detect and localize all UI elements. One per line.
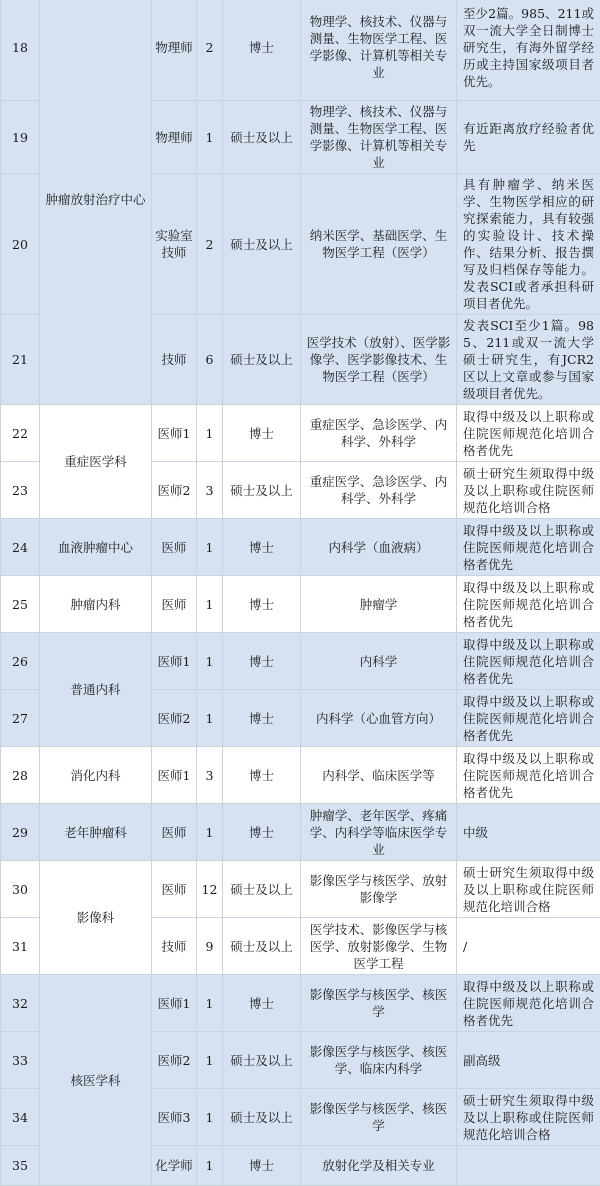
requirement-cell: 有近距离放疗经验者优先 <box>457 101 600 174</box>
department-cell: 影像科 <box>40 861 152 975</box>
row-number-cell: 23 <box>1 462 40 519</box>
table-row <box>1 576 600 633</box>
degree-cell: 硕士及以上 <box>223 918 301 975</box>
degree-cell: 硕士及以上 <box>223 462 301 519</box>
headcount-cell: 2 <box>197 0 223 101</box>
headcount-cell: 3 <box>197 462 223 519</box>
headcount-cell: 1 <box>197 1032 223 1089</box>
requirement-cell: 取得中级及以上职称或住院医师规范化培训合格者优先 <box>457 576 600 633</box>
major-cell: 医学技术、影像医学与核医学、放射影像学、生物医学工程 <box>301 918 457 975</box>
requirement-cell: 硕士研究生须取得中级及以上职称或住院医师规范化培训合格 <box>457 462 600 519</box>
degree-cell: 硕士及以上 <box>223 101 301 174</box>
row-number-cell: 32 <box>1 975 40 1032</box>
degree-cell: 硕士及以上 <box>223 315 301 405</box>
row-number-cell: 34 <box>1 1089 40 1146</box>
major-cell: 影像医学与核医学、核医学、临床内科学 <box>301 1032 457 1089</box>
major-cell: 内科学、临床医学等 <box>301 747 457 804</box>
requirement-cell: 取得中级及以上职称或住院医师规范化培训合格者优先 <box>457 975 600 1032</box>
position-cell: 医师 <box>152 804 197 861</box>
headcount-cell: 12 <box>197 861 223 918</box>
position-cell: 医师 <box>152 519 197 576</box>
department-cell: 肿瘤内科 <box>40 576 152 633</box>
headcount-cell: 1 <box>197 633 223 690</box>
major-cell: 肿瘤学 <box>301 576 457 633</box>
department-cell: 重症医学科 <box>40 405 152 519</box>
position-cell: 医师2 <box>152 462 197 519</box>
table-row <box>1 519 600 576</box>
degree-cell: 博士 <box>223 519 301 576</box>
row-number-cell: 28 <box>1 747 40 804</box>
headcount-cell: 1 <box>197 576 223 633</box>
major-cell: 内科学（心血管方向） <box>301 690 457 747</box>
degree-cell: 博士 <box>223 0 301 101</box>
position-cell: 化学师 <box>152 1146 197 1186</box>
degree-cell: 硕士及以上 <box>223 861 301 918</box>
row-number-cell: 22 <box>1 405 40 462</box>
degree-cell: 硕士及以上 <box>223 174 301 315</box>
table-row <box>1 633 600 690</box>
position-cell: 医师1 <box>152 405 197 462</box>
requirement-cell: 副高级 <box>457 1032 600 1089</box>
position-cell: 医师1 <box>152 633 197 690</box>
row-number-cell: 20 <box>1 174 40 315</box>
requirement-cell: 至少2篇。985、211或双一流大学全日制博士研究生，有海外留学经历或主持国家级项目者优先。 <box>457 0 600 101</box>
headcount-cell: 1 <box>197 690 223 747</box>
table-row <box>1 747 600 804</box>
requirement-cell: 中级 <box>457 804 600 861</box>
degree-cell: 硕士及以上 <box>223 1089 301 1146</box>
degree-cell: 博士 <box>223 747 301 804</box>
department-cell: 肿瘤放射治疗中心 <box>40 0 152 405</box>
major-cell: 重症医学、急诊医学、内科学、外科学 <box>301 405 457 462</box>
position-cell: 医师3 <box>152 1089 197 1146</box>
degree-cell: 博士 <box>223 405 301 462</box>
position-cell: 医师1 <box>152 747 197 804</box>
department-cell: 普通内科 <box>40 633 152 747</box>
major-cell: 物理学、核技术、仪器与测量、生物医学工程、医学影像、计算机等相关专业 <box>301 0 457 101</box>
headcount-cell: 1 <box>197 519 223 576</box>
headcount-cell: 1 <box>197 804 223 861</box>
department-cell: 血液肿瘤中心 <box>40 519 152 576</box>
row-number-cell: 30 <box>1 861 40 918</box>
department-cell: 消化内科 <box>40 747 152 804</box>
department-cell: 老年肿瘤科 <box>40 804 152 861</box>
position-cell: 医师 <box>152 861 197 918</box>
table-row <box>1 975 600 1032</box>
position-cell: 医师2 <box>152 690 197 747</box>
headcount-cell: 1 <box>197 1089 223 1146</box>
table-row <box>1 804 600 861</box>
major-cell: 影像医学与核医学、核医学 <box>301 1089 457 1146</box>
row-number-cell: 31 <box>1 918 40 975</box>
department-cell: 核医学科 <box>40 975 152 1186</box>
position-cell: 医师2 <box>152 1032 197 1089</box>
major-cell: 内科学（血液病） <box>301 519 457 576</box>
row-number-cell: 24 <box>1 519 40 576</box>
requirement-cell: 发表SCI至少1篇。985、211或双一流大学硕士研究生，有JCR2区以上文章或参与国家级项目者优先。 <box>457 315 600 405</box>
requirement-cell: 取得中级及以上职称或住院医师规范化培训合格者优先 <box>457 519 600 576</box>
requirement-cell: 取得中级及以上职称或住院医师规范化培训合格者优先 <box>457 405 600 462</box>
row-number-cell: 33 <box>1 1032 40 1089</box>
major-cell: 肿瘤学、老年医学、疼痛学、内科学等临床医学专业 <box>301 804 457 861</box>
row-number-cell: 27 <box>1 690 40 747</box>
requirement-cell: 具有肿瘤学、纳米医学、生物医学相应的研究探索能力，具有较强的实验设计、技术操作、结果分析、报告撰写及归档保存等能力。发表SCI或者承担科研项目者优先。 <box>457 174 600 315</box>
headcount-cell: 1 <box>197 101 223 174</box>
requirement-cell: 硕士研究生须取得中级及以上职称或住院医师规范化培训合格 <box>457 861 600 918</box>
position-cell: 医师 <box>152 576 197 633</box>
major-cell: 物理学、核技术、仪器与测量、生物医学工程、医学影像、计算机等相关专业 <box>301 101 457 174</box>
headcount-cell: 3 <box>197 747 223 804</box>
position-cell: 物理师 <box>152 101 197 174</box>
row-number-cell: 19 <box>1 101 40 174</box>
headcount-cell: 1 <box>197 405 223 462</box>
table-row <box>1 405 600 462</box>
position-cell: 实验室技师 <box>152 174 197 315</box>
degree-cell: 博士 <box>223 576 301 633</box>
position-cell: 技师 <box>152 315 197 405</box>
row-number-cell: 18 <box>1 0 40 101</box>
requirement-cell: 硕士研究生须取得中级及以上职称或住院医师规范化培训合格 <box>457 1089 600 1146</box>
table-body <box>1 0 600 1186</box>
major-cell: 重症医学、急诊医学、内科学、外科学 <box>301 462 457 519</box>
major-cell: 影像医学与核医学、核医学 <box>301 975 457 1032</box>
headcount-cell: 6 <box>197 315 223 405</box>
row-number-cell: 26 <box>1 633 40 690</box>
degree-cell: 硕士及以上 <box>223 1032 301 1089</box>
major-cell: 内科学 <box>301 633 457 690</box>
position-cell: 技师 <box>152 918 197 975</box>
degree-cell: 博士 <box>223 633 301 690</box>
degree-cell: 博士 <box>223 804 301 861</box>
row-number-cell: 21 <box>1 315 40 405</box>
row-number-cell: 25 <box>1 576 40 633</box>
major-cell: 医学技术（放射）、医学影像学、医学影像技术、生物医学工程（医学） <box>301 315 457 405</box>
requirement-cell: 取得中级及以上职称或住院医师规范化培训合格者优先 <box>457 633 600 690</box>
position-cell: 物理师 <box>152 0 197 101</box>
table-row <box>1 861 600 918</box>
degree-cell: 博士 <box>223 975 301 1032</box>
major-cell: 放射化学及相关专业 <box>301 1146 457 1186</box>
headcount-cell: 2 <box>197 174 223 315</box>
requirement-cell: / <box>457 918 600 975</box>
headcount-cell: 1 <box>197 1146 223 1186</box>
degree-cell: 博士 <box>223 690 301 747</box>
requirement-cell: 取得中级及以上职称或住院医师规范化培训合格者优先 <box>457 747 600 804</box>
requirement-cell <box>457 1146 600 1186</box>
table-row <box>1 0 600 101</box>
major-cell: 影像医学与核医学、放射影像学 <box>301 861 457 918</box>
position-cell: 医师1 <box>152 975 197 1032</box>
degree-cell: 博士 <box>223 1146 301 1186</box>
headcount-cell: 9 <box>197 918 223 975</box>
row-number-cell: 29 <box>1 804 40 861</box>
row-number-cell: 35 <box>1 1146 40 1186</box>
major-cell: 纳米医学、基础医学、生物医学工程（医学） <box>301 174 457 315</box>
requirement-cell: 取得中级及以上职称或住院医师规范化培训合格者优先 <box>457 690 600 747</box>
headcount-cell: 1 <box>197 975 223 1032</box>
